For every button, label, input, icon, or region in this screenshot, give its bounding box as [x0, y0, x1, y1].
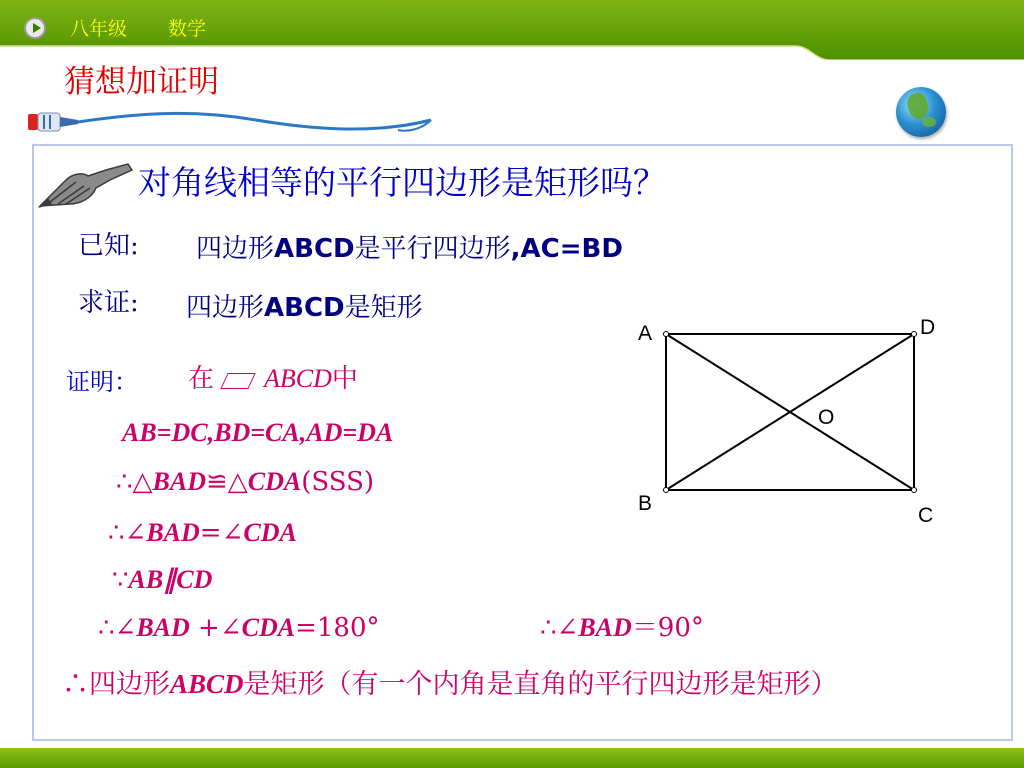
proof-conclusion: ∴四边形ABCD是矩形（有一个内角是直角的平行四边形是矩形）	[62, 669, 838, 700]
proof-step-2: AB=DC,BD=CA,AD=DA	[122, 418, 394, 447]
proof-step-6: ∴∠BAD +∠CDA=180°	[98, 613, 380, 643]
label-a: A	[638, 322, 653, 345]
rectangle-diagram	[620, 300, 960, 530]
label-d: D	[920, 316, 936, 339]
subject-label: 数学	[168, 18, 207, 40]
label-o: O	[818, 406, 835, 429]
proof-step-5: ∵AB∥CD	[112, 565, 213, 595]
pen-decoration-icon	[26, 104, 446, 140]
label-b: B	[638, 492, 653, 515]
given-label: 已知:	[78, 231, 139, 261]
vertex-c	[912, 488, 917, 493]
vertex-a	[664, 332, 669, 337]
prove-label: 求证:	[78, 288, 139, 318]
footer-bar	[0, 748, 1024, 768]
header-background	[0, 0, 1024, 60]
proof-label: 证明：	[66, 368, 138, 396]
page-title: 猜想加证明	[64, 64, 219, 100]
vertex-d	[912, 332, 917, 337]
proof-step-4: ∴∠BAD=∠CDA	[108, 518, 297, 548]
play-icon[interactable]	[24, 17, 46, 39]
proof-step-1: 在 ABCD中	[188, 364, 358, 394]
proof-step-3: ∴△BAD≌△CDA(SSS)	[116, 467, 375, 497]
header-bar	[0, 0, 1024, 60]
parallelogram-icon	[220, 373, 255, 389]
globe-icon[interactable]	[896, 87, 946, 137]
prove-statement: 四边形ABCD是矩形	[186, 293, 423, 323]
proof-step-7: ∴∠BAD＝90°	[540, 613, 704, 643]
given-statement: 四边形ABCD是平行四边形,AC=BD	[196, 234, 623, 264]
grade-label: 八年级	[70, 18, 128, 40]
label-c: C	[918, 504, 934, 527]
hand-writing-icon	[36, 158, 136, 214]
question-text: 对角线相等的平行四边形是矩形吗？	[138, 163, 666, 202]
vertex-b	[664, 488, 669, 493]
